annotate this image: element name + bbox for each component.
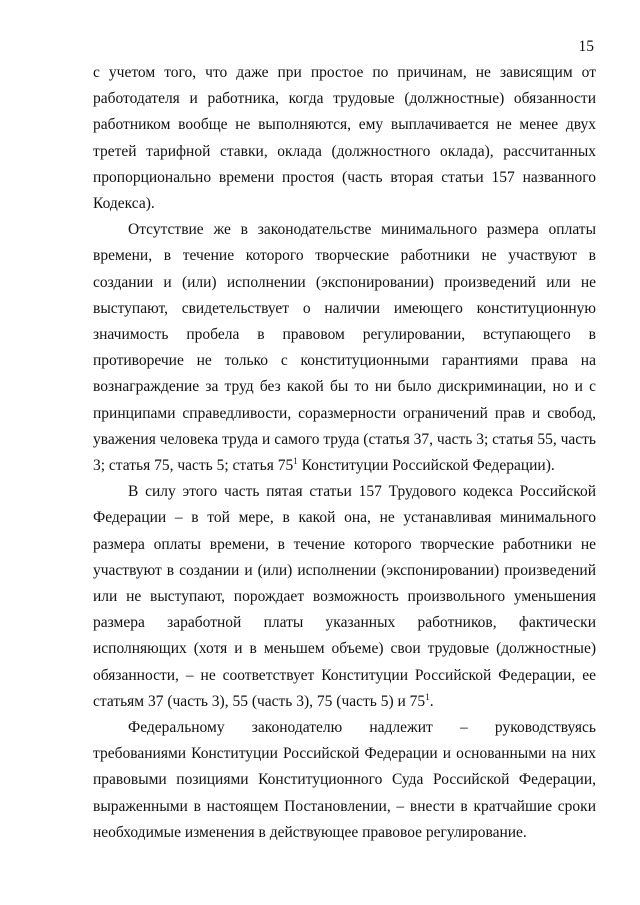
paragraph-2-text-end: Конституции Российской Федерации). xyxy=(297,457,555,475)
paragraph-4-text: Федеральному законодателю надлежит – руководствуясь требованиями Конституции Российской Федерации и основанными на них правовыми позициями Конституционного Суда Российской Федерации, выраженными в настоящем Постановлении, – внести в кратчайшие сроки необходимые изменения в действующее правовое регулирование. xyxy=(93,719,596,841)
paragraph-4 xyxy=(93,715,596,846)
paragraph-2 xyxy=(93,217,596,479)
superscript-note: 1 xyxy=(425,691,430,702)
page-number: 15 xyxy=(578,38,594,55)
paragraph-3-text: В силу этого часть пятая статьи 157 Трудового кодекса Российской Федерации – в той мере, в какой она, не устанавливая минимального размера оплаты времени, в течение которого творческие работники не участвуют в создании и (или) исполнении (экспонировании) произведений или не выступают, порождает возможность произвольного уменьшения размера заработной платы указанных работников, фактически исполняющих (хотя и в меньшем объеме) свои трудовые (должностные) обязанности, – не соответствует Конституции Российской Федерации, ее статьям 37 (часть 3), 55 (часть 3), 75 (часть 5) и 75 xyxy=(93,483,596,710)
paragraph-3-text-end: . xyxy=(429,692,434,710)
paragraph-1-text: с учетом того, что даже при простое по причинам, не зависящим от работодателя и работника, когда трудовые (должностные) обязанности работником вообще не выполняются, ему выплачивается не менее двух третей тарифной ставки, оклада (должностного оклада), рассчитанных пропорционально времени простоя (часть вторая статьи 157 названного Кодекса). xyxy=(93,64,596,213)
paragraph-3 xyxy=(93,479,596,715)
superscript-note: 1 xyxy=(293,456,298,467)
paragraph-1 xyxy=(93,60,596,217)
paragraph-2-text: Отсутствие же в законодательстве минимального размера оплаты времени, в течение которого творческие работники не участвуют в создании и (или) исполнении (экспонировании) произведений или не выступают, свидетельствует о наличии имеющего конституционную значимость пробела в правовом регулировании, вступающего в противоречие не только с конституционными гарантиями права на вознаграждение за труд без какой бы то ни было дискриминации, но и с принципами справедливости, соразмерности ограничений прав и свобод, уважения человека труда и самого труда (статья 37, часть 3; статья 55, часть 3; статья 75, часть 5; статья 75 xyxy=(93,221,596,475)
document-body xyxy=(93,60,596,846)
